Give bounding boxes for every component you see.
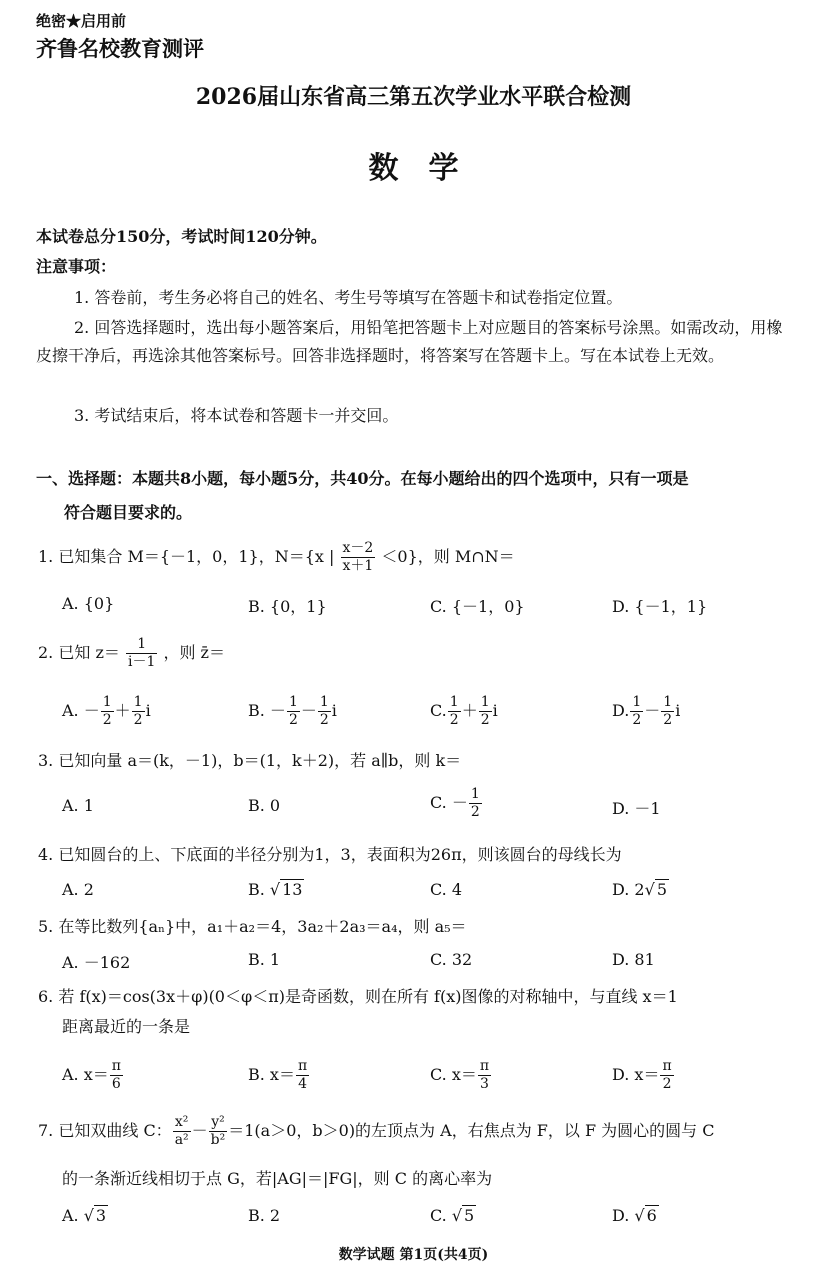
q2-d-end: i — [675, 701, 681, 720]
q1-fraction — [341, 540, 376, 575]
q3-c-label: C. － — [430, 793, 468, 812]
q2-d-frac2-num: 1 — [663, 694, 673, 710]
q6-c-frac-den: 3 — [480, 1076, 489, 1092]
q2-a-label: A. － — [62, 701, 100, 720]
q6-d-frac — [660, 1058, 673, 1093]
q5-option-b: B. 1 — [248, 950, 281, 969]
q2-c-frac2-num: 1 — [480, 694, 490, 710]
q6-b-frac — [296, 1058, 309, 1093]
q3-c-frac — [469, 786, 482, 821]
q7-stem-post: ＝1(a＞0，b＞0)的左顶点为 A，右焦点为 F，以 F 为圆心的圆与 C — [228, 1121, 715, 1140]
q6-option-d — [612, 1058, 675, 1093]
q2-b-end: i — [331, 701, 337, 720]
q7-c-label: C. — [430, 1206, 447, 1225]
q7-frac-y-den: b² — [210, 1132, 226, 1148]
q7-stem-pre: 7. 已知双曲线 C： — [38, 1121, 172, 1140]
question-7-line-1 — [38, 1114, 715, 1149]
q7-d-radicand: 6 — [646, 1206, 657, 1225]
q6-c-frac — [478, 1058, 491, 1093]
q2-c-frac2-den: 2 — [480, 712, 490, 728]
question-5: 5. 在等比数列{aₙ}中，a₁＋a₂＝4，3a₂＋2a₃＝a₄，则 a₅＝ — [38, 917, 467, 936]
q1-stem-pre: 1. 已知集合 M＝{－1，0，1}，N＝{x | — [38, 547, 335, 566]
q2-fraction — [126, 636, 157, 671]
q7-frac-y-num: y² — [209, 1114, 228, 1132]
q6-option-c — [430, 1058, 492, 1093]
q6-d-label: D. x＝ — [612, 1065, 660, 1084]
q2-b-frac2-num: 1 — [319, 694, 329, 710]
q4-option-d: D. 2√ 5 — [612, 880, 667, 899]
q2-d-frac1-num: 1 — [632, 694, 642, 710]
q2-a-frac1 — [101, 694, 114, 729]
question-3: 3. 已知向量 a＝(k，－1)，b＝(1，k＋2)，若 a∥b，则 k＝ — [38, 751, 462, 770]
q2-c-frac2 — [479, 694, 492, 729]
question-6-line-2: 距离最近的一条是 — [62, 1017, 191, 1036]
section-1-heading — [36, 462, 806, 530]
q7-option-b: B. 2 — [248, 1206, 281, 1225]
q7-frac-x-den: a² — [174, 1132, 189, 1148]
q7-a-radicand: 3 — [95, 1206, 107, 1225]
q4-option-b: B. √ 13 — [248, 880, 303, 899]
q7-c-radicand: 5 — [464, 1206, 475, 1225]
question-4: 4. 已知圆台的上、下底面的半径分别为1，3，表面积为26π，则该圆台的母线长为 — [38, 845, 622, 864]
q4-d-radicand: 5 — [656, 880, 667, 899]
subject-title: 数学 — [368, 151, 489, 186]
q6-d-frac-num: π — [662, 1058, 672, 1074]
exam-total-info: 本试卷总分150分，考试时间120分钟。 — [36, 227, 327, 246]
q3-option-d: D. －1 — [612, 799, 661, 818]
q7-option-d: D. √ 6 — [612, 1206, 657, 1225]
q2-option-b — [248, 694, 337, 729]
q2-option-c — [430, 694, 498, 729]
note-1: 1. 答卷前，考生务必将自己的姓名、考生号等填写在答题卡和试卷指定位置。 — [74, 288, 623, 307]
note-3: 3. 考试结束后，将本试卷和答题卡一并交回。 — [74, 406, 399, 425]
q4-d-label: D. 2 — [612, 880, 645, 899]
q2-c-frac1-den: 2 — [449, 712, 459, 728]
q6-b-frac-num: π — [297, 1058, 308, 1074]
q2-option-d — [612, 694, 680, 729]
q6-b-frac-den: 4 — [298, 1076, 308, 1092]
q4-option-c: C. 4 — [430, 880, 463, 899]
q2-b-label: B. － — [248, 701, 286, 720]
q2-c-frac1-num: 1 — [449, 694, 459, 710]
q2-a-frac2-den: 2 — [133, 712, 143, 728]
q7-option-c: C. √ 5 — [430, 1206, 475, 1225]
q6-a-frac — [110, 1058, 123, 1093]
q7-option-a: A. √ 3 — [62, 1206, 107, 1225]
q2-option-a — [62, 694, 151, 729]
q2-b-frac2 — [318, 694, 331, 729]
q6-option-b — [248, 1058, 310, 1093]
q1-option-d: D. {－1，1} — [612, 597, 708, 616]
question-2 — [38, 636, 225, 671]
q2-d-frac2 — [661, 694, 674, 729]
q7-frac-x-num: x² — [173, 1114, 191, 1132]
q3-c-frac-den: 2 — [470, 804, 480, 820]
q6-c-frac-num: π — [479, 1058, 490, 1074]
q7-minus: － — [191, 1121, 208, 1140]
page-footer: 数学试题 第1页(共4页) — [338, 1247, 489, 1263]
q1-frac-den: x＋1 — [342, 558, 374, 574]
q2-b-frac2-den: 2 — [319, 712, 329, 728]
section-1-line-2: 符合题目要求的。 — [64, 503, 193, 522]
q2-d-op: － — [644, 701, 661, 720]
q2-a-end: i — [145, 701, 151, 720]
q1-option-c: C. {－1，0} — [430, 597, 525, 616]
note-2: 2. 回答选择题时，选出每小题答案后，用铅笔把答题卡上对应题目的答案标号涂黑。如需改动，用橡皮擦干净后，再选涂其他答案标号。回答非选择题时，将答案写在答题卡上。写在本试卷上无效。 — [36, 318, 783, 365]
q2-a-frac2-num: 1 — [133, 694, 143, 710]
q6-b-label: B. x＝ — [248, 1065, 295, 1084]
q2-stem-post: ，则 z̄＝ — [163, 643, 225, 662]
q7-frac-y — [209, 1114, 228, 1149]
section-1-line-1: 一、选择题：本题共8小题，每小题5分，共40分。在每小题给出的四个选项中，只有一项是 — [36, 469, 689, 488]
q2-frac-den: i－1 — [127, 654, 156, 670]
q4-b-radicand: 13 — [282, 880, 303, 899]
q1-option-a: A. {0} — [62, 594, 115, 613]
q5-option-a: A. －162 — [62, 953, 131, 972]
q2-stem-pre: 2. 已知 z＝ — [38, 643, 120, 662]
q7-a-label: A. — [62, 1206, 79, 1225]
exam-title: 2026届山东省高三第五次学业水平联合检测 — [195, 84, 632, 110]
q1-stem-post: ＜0}，则 M∩N＝ — [381, 547, 515, 566]
q2-c-op: ＋ — [461, 701, 478, 720]
q2-c-end: i — [492, 701, 498, 720]
q2-d-frac1 — [630, 694, 643, 729]
q6-option-a — [62, 1058, 124, 1093]
question-6-line-1: 6. 若 f(x)＝cos(3x＋φ)(0＜φ＜π)是奇函数，则在所有 f(x)图像的对称轴中，与直线 x＝1 — [38, 987, 678, 1006]
q4-option-a: A. 2 — [62, 880, 94, 899]
notes-title: 注意事项： — [36, 257, 117, 276]
q7-frac-x — [173, 1114, 191, 1149]
q2-d-label: D. — [612, 701, 630, 720]
q6-a-label: A. x＝ — [62, 1065, 109, 1084]
q2-c-frac1 — [448, 694, 461, 729]
q2-a-op: ＋ — [114, 701, 131, 720]
q2-a-frac1-den: 2 — [102, 712, 112, 728]
q2-d-frac1-den: 2 — [632, 712, 642, 728]
q5-option-d: D. 81 — [612, 950, 655, 969]
q6-a-frac-den: 6 — [111, 1076, 121, 1092]
q2-a-frac2 — [132, 694, 145, 729]
q6-d-frac-den: 2 — [662, 1076, 672, 1092]
brand-name: 齐鲁名校教育测评 — [36, 36, 204, 61]
q3-c-frac-num: 1 — [470, 786, 480, 802]
q2-frac-num: 1 — [126, 636, 157, 654]
question-7-line-2: 的一条渐近线相切于点 G，若|AG|＝|FG|，则 C 的离心率为 — [62, 1169, 493, 1188]
question-1 — [38, 540, 515, 575]
q3-option-c — [430, 786, 483, 821]
q6-a-frac-num: π — [111, 1058, 121, 1074]
q2-b-frac1-den: 2 — [288, 712, 298, 728]
q4-b-label: B. — [248, 880, 265, 899]
q3-option-a: A. 1 — [62, 796, 94, 815]
q2-b-op: － — [300, 701, 317, 720]
q1-option-b: B. {0，1} — [248, 597, 327, 616]
q5-option-c: C. 32 — [430, 950, 473, 969]
q2-d-frac2-den: 2 — [663, 712, 673, 728]
q3-option-b: B. 0 — [248, 796, 281, 815]
q6-c-label: C. x＝ — [430, 1065, 477, 1084]
q2-c-label: C. — [430, 701, 447, 720]
q7-d-label: D. — [612, 1206, 630, 1225]
q2-a-frac1-num: 1 — [102, 694, 112, 710]
q1-frac-num: x－2 — [342, 540, 374, 556]
q2-b-frac1-num: 1 — [288, 694, 298, 710]
confidential-label: 绝密★启用前 — [36, 12, 127, 30]
q2-b-frac1 — [287, 694, 300, 729]
